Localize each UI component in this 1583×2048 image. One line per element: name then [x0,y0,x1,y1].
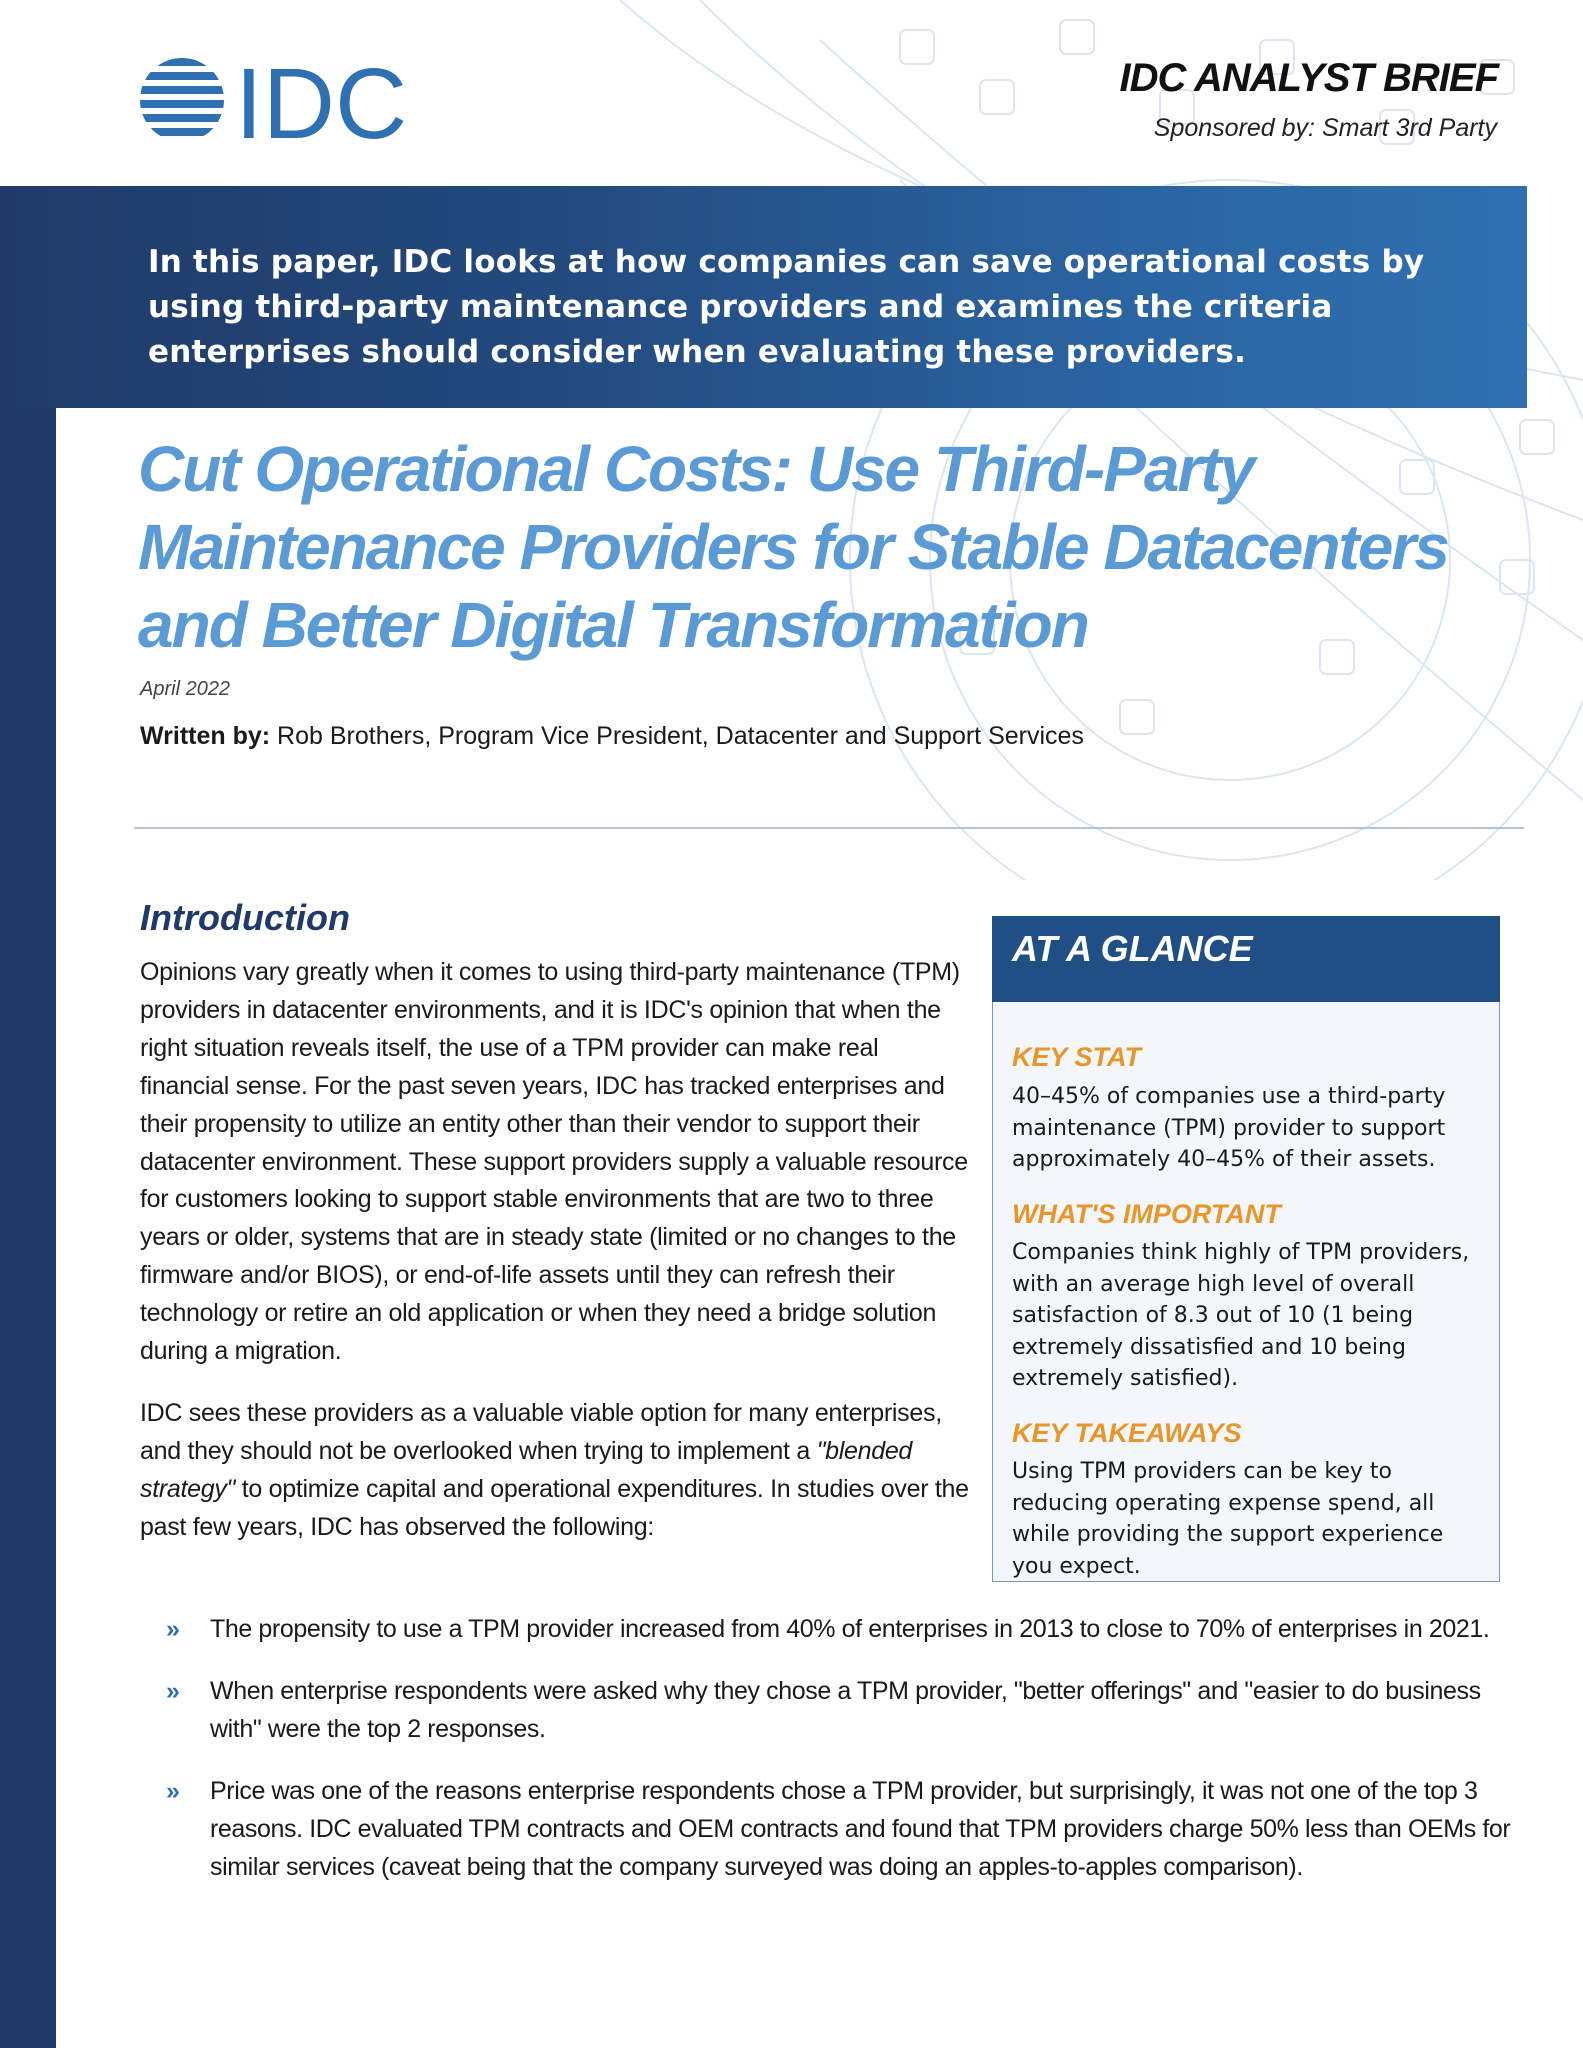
byline-label: Written by: [140,722,271,750]
para2-italic-phrase: "blended strategy" [140,1436,913,1503]
title-line: and Better Digital Transformation [138,589,1088,661]
section-divider [134,827,1524,829]
list-item [160,1672,1520,1748]
bullet-marker: » [166,1777,180,1805]
title-line: Maintenance Providers for Stable Datacenters [138,511,1448,583]
title-line: Cut Operational Costs: Use Third-Party [138,433,1254,505]
list-item [160,1610,1520,1648]
at-a-glance-title: AT A GLANCE [1012,928,1253,969]
list-item [160,1772,1520,1886]
glance-section-text: Companies think highly of TPM providers, with an average high level of overall satisfaction of 8.3 out of 10 (1 being extremely dissatisfied and 10 being extremely satisfied). [1012,1240,1470,1391]
list-item-text: When enterprise respondents were asked why they chose a TPM provider, "better offerings" and "easier to do business with" were the top 2 responses. [210,1677,1481,1743]
para2-text-end: to optimize capital and operational expenditures. In studies over the past few years, IDC has observed the following: [140,1474,969,1541]
page-title [138,430,1558,664]
left-accent-stripe [0,186,56,2048]
author-byline [140,722,1084,751]
intro-heading: Introduction [140,897,350,938]
publication-date: April 2022 [140,678,231,700]
byline-value: Rob Brothers, Program Vice President, Datacenter and Support Services [277,722,1084,750]
para2-text-start: IDC sees these providers as a valuable viable option for many enterprises, and they should not be overlooked when trying to implement a [140,1399,942,1465]
intro-paragraph-2 [140,1395,970,1547]
glance-section-text: Using TPM providers can be key to reducing operating expense spend, all while providing the support experience you expect. [1012,1459,1444,1579]
glance-section-text: 40–45% of companies use a third-party maintenance (TPM) provider to support approximately 40–45% of their assets. [1012,1084,1446,1172]
brief-type-title: IDC ANALYST BRIEF [1119,56,1498,100]
bullet-marker: » [166,1615,180,1643]
banner-summary-text: In this paper, IDC looks at how companies can save operational costs by using third-party maintenance providers and examines the criteria enterprises should consider when evaluating these providers. [148,244,1425,370]
list-item-text: The propensity to use a TPM provider increased from 40% of enterprises in 2013 to close to 70% of enterprises in 2021. [210,1615,1490,1643]
idc-logo-text: IDC [235,50,408,150]
intro-paragraph-1: Opinions vary greatly when it comes to using third-party maintenance (TPM) providers in datacenter environments, and it is IDC's opinion that when the right situation reveals itself, the use of a TPM provider can make real financial sense. For the past seven years, IDC has tracked enterprises and their propensity to utilize an entity other than their vendor to support their datacenter environment. These support providers supply a valuable resource for customers looking to support stable environments that are two to three years or older, systems that are in steady state (limited or no changes to the firmware and/or BIOS), or end-of-life assets until they can refresh their technology or retire an old application or when they need a bridge solution during a migration. [140,958,968,1366]
findings-bullet-list [160,1610,1520,1910]
glance-section-heading: KEY STAT [1012,1042,1142,1072]
list-item-text: Price was one of the reasons enterprise respondents chose a TPM provider, but surprisingly, it was not one of the top 3 reasons. IDC evaluated TPM contracts and OEM contracts and found that TPM providers charge 50% less than OEMs for similar services (caveat being that the company surveyed was doing an apples-to-apples comparison). [210,1777,1511,1881]
glance-section-heading: KEY TAKEAWAYS [1012,1418,1242,1448]
idc-logo [140,50,425,150]
glance-section-heading: WHAT'S IMPORTANT [1012,1199,1281,1229]
bullet-marker: » [166,1677,180,1705]
sponsor-line: Sponsored by: Smart 3rd Party [1153,114,1497,142]
